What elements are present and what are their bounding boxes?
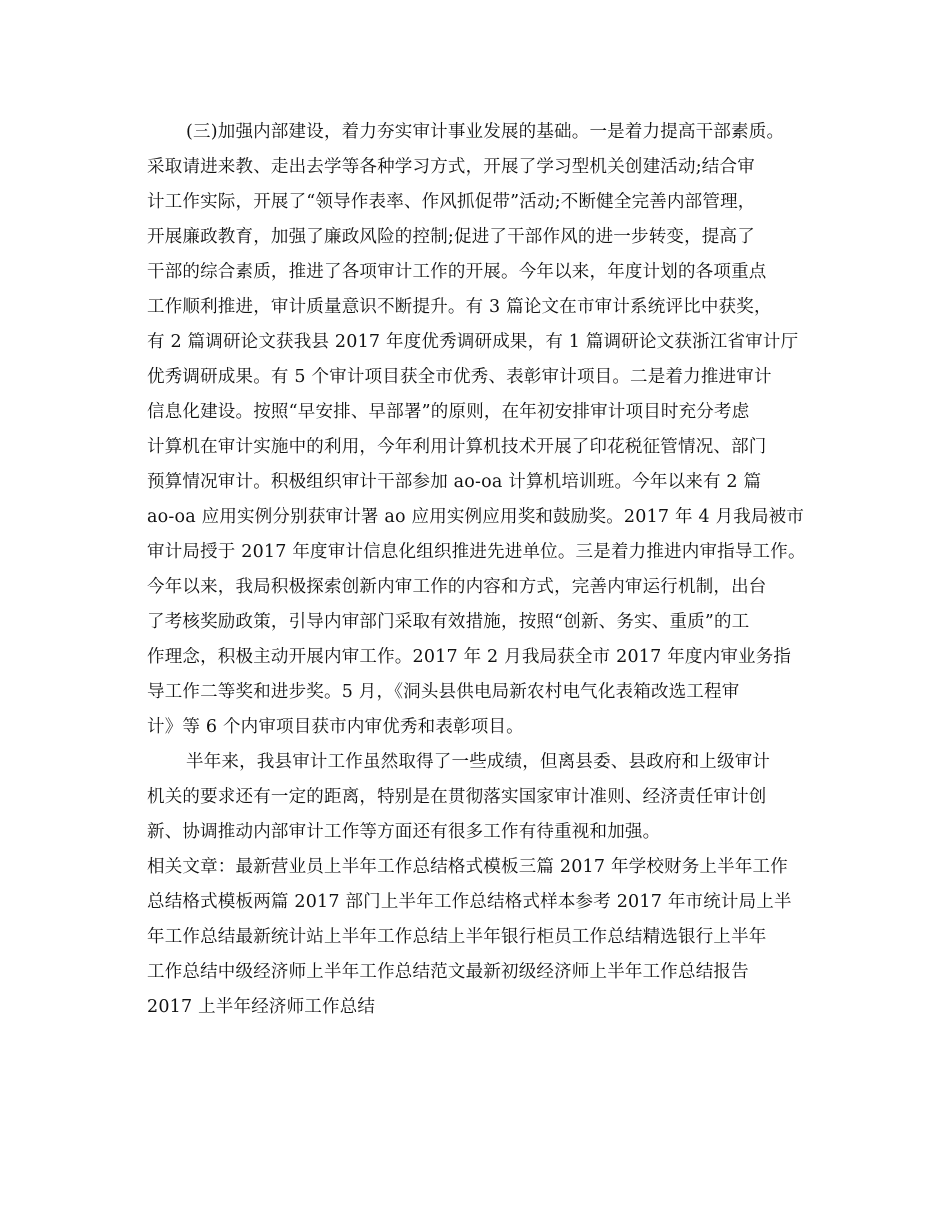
paragraph-line: 计》等 6 个内审项目获市内审优秀和表彰项目。 [147, 717, 524, 737]
paragraph-line: ao-oa 应用实例分别获审计署 ao 应用实例应用奖和鼓励奖。2017 年 4 月我局被市 [147, 507, 805, 527]
paragraph-line: 有 2 篇调研论文获我县 2017 年度优秀调研成果，有 1 篇调研论文获浙江省审计厅 [147, 332, 799, 352]
paragraph-line: 作理念，积极主动开展内审工作。2017 年 2 月我局获全市 2017 年度内审业务指 [147, 647, 792, 667]
related-articles-line: 年工作总结最新统计站上半年工作总结上半年银行柜员工作总结精选银行上半年 [147, 927, 767, 947]
paragraph-line: 审计局授于 2017 年度审计信息化组织推进先进单位。三是着力推进内审指导工作。 [147, 542, 806, 562]
related-articles-line: 工作总结中级经济师上半年工作总结范文最新初级经济师上半年工作总结报告 [147, 962, 749, 982]
paragraph-line: 预算情况审计。积极组织审计干部参加 ao-oa 计算机培训班。今年以来有 2 篇 [147, 472, 762, 492]
paragraph-line: (三)加强内部建设，着力夯实审计事业发展的基础。一是着力提高干部素质。 [186, 122, 785, 142]
related-articles-line: 2017 上半年经济师工作总结 [147, 997, 376, 1017]
paragraph-line: 工作顺利推进，审计质量意识不断提升。有 3 篇论文在市审计系统评比中获奖， [147, 297, 772, 317]
paragraph-line: 了考核奖励政策，引导内审部门采取有效措施，按照“创新、务实、重质”的工 [147, 612, 750, 632]
paragraph-line: 导工作二等奖和进步奖。5 月，《洞头县供电局新农村电气化表箱改选工程审 [147, 682, 740, 702]
paragraph-line: 计算机在审计实施中的利用，今年利用计算机技术开展了印花税征管情况、部门 [147, 437, 767, 457]
paragraph-line: 采取请进来教、走出去学等各种学习方式，开展了学习型机关创建活动;结合审 [147, 157, 755, 177]
paragraph-line: 机关的要求还有一定的距离，特别是在贯彻落实国家审计准则、经济责任审计创 [147, 787, 767, 807]
paragraph-line: 信息化建设。按照“早安排、早部署”的原则，在年初安排审计项目时充分考虑 [147, 402, 750, 422]
paragraph-line: 开展廉政教育，加强了廉政风险的控制;促进了干部作风的进一步转变，提高了 [147, 227, 755, 247]
paragraph-line: 计工作实际，开展了“领导作表率、作风抓促带”活动;不断健全完善内部管理， [147, 192, 756, 212]
paragraph-line: 优秀调研成果。有 5 个审计项目获全市优秀、表彰审计项目。二是着力推进审计 [147, 367, 772, 387]
paragraph-line: 干部的综合素质，推进了各项审计工作的开展。今年以来，年度计划的各项重点 [147, 262, 767, 282]
paragraph-line: 今年以来，我局积极探索创新内审工作的内容和方式，完善内审运行机制，出台 [147, 577, 767, 597]
related-articles-line: 相关文章：最新营业员上半年工作总结格式模板三篇 2017 年学校财务上半年工作 [147, 857, 788, 877]
paragraph-line: 半年来，我县审计工作虽然取得了一些成绩，但离县委、县政府和上级审计 [186, 752, 771, 772]
paragraph-line: 新、协调推动内部审计工作等方面还有很多工作有待重视和加强。 [147, 822, 661, 842]
related-articles-line: 总结格式模板两篇 2017 部门上半年工作总结格式样本参考 2017 年市统计局上半 [147, 892, 792, 912]
